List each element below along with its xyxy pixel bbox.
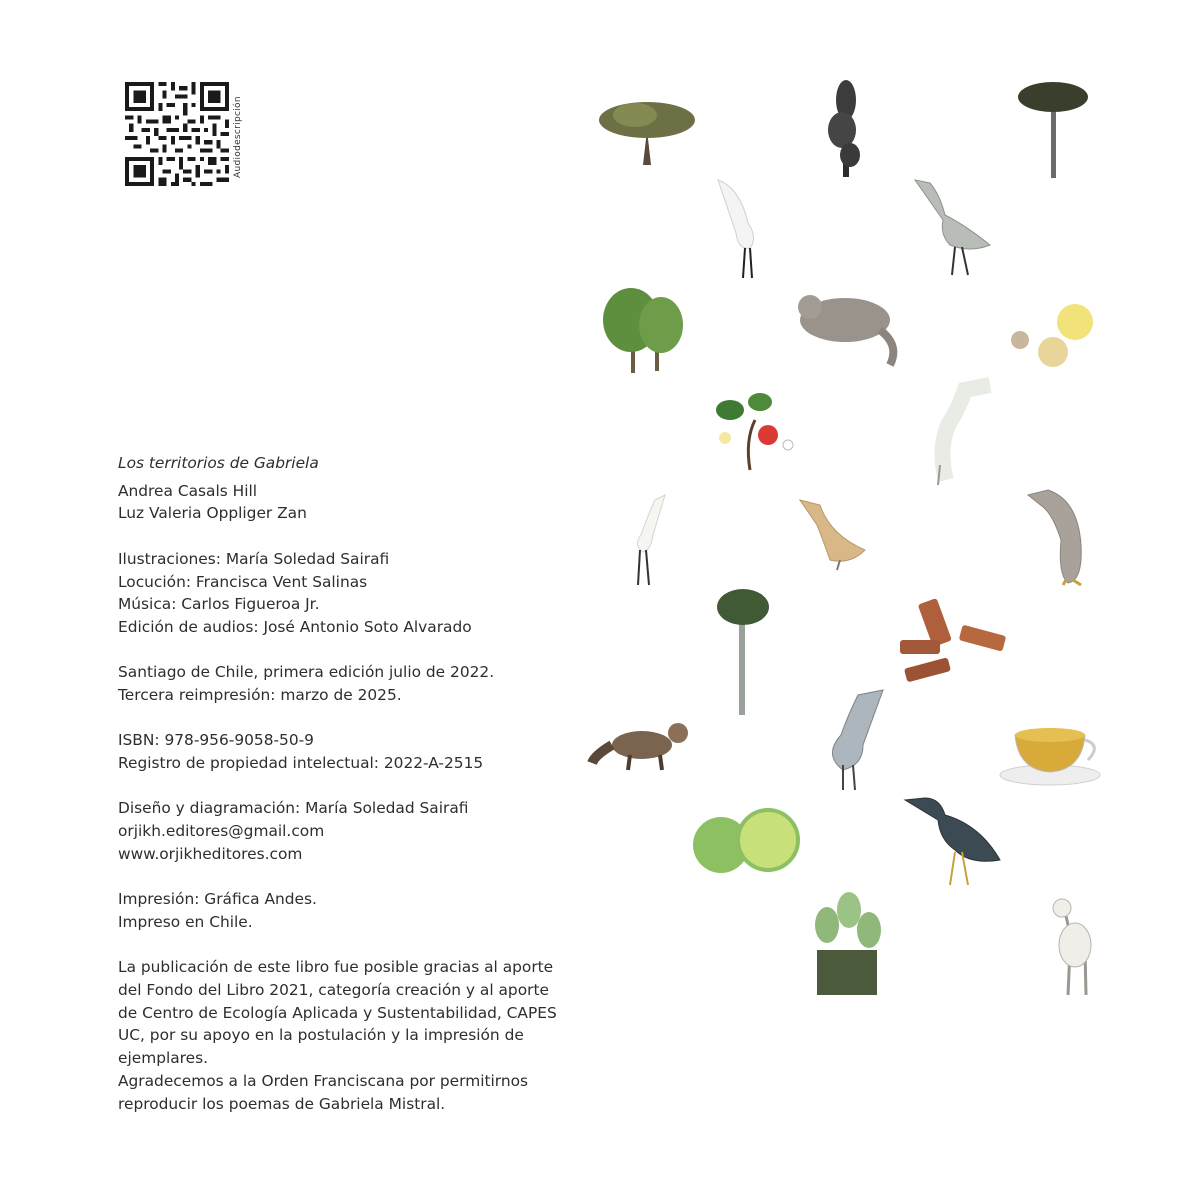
strawberry-plant-icon [716,393,793,470]
shrub-icon [603,288,683,373]
white-egret-icon [718,180,754,278]
ip-registry: Registro de propiedad intelectual: 2022-A-2515 [118,754,484,773]
colophon [118,452,568,1115]
araucaria-icon [1018,82,1088,178]
audio-editing-credit: Edición de audios: José Antonio Soto Alvarado [118,617,472,636]
design-credit: Diseño y diagramación: María Soledad Sairafi [118,799,469,818]
isbn: ISBN: 978-956-9058-50-9 [118,731,314,750]
email-link[interactable]: orjikh.editores@gmail.com [118,822,325,841]
author-2: Luz Valeria Oppliger Zan [118,504,307,523]
lime-fruit-icon [693,810,798,873]
bark-pieces-icon [900,598,1006,682]
acknowledgment-line: del Fondo del Libro 2021, categoría creación y al aporte [118,981,549,1000]
qr-code-icon[interactable] [125,82,229,186]
print-country: Impreso en Chile. [118,912,253,931]
illustrations-credit: Ilustraciones: María Soledad Sairafi [118,549,390,568]
tea-cup-icon [1000,728,1100,785]
cactus-icon [815,892,881,995]
acknowledgment-line: Agradecemos a la Orden Franciscana por permitirnos [118,1071,529,1090]
reprint: Tercera reimpresión: marzo de 2025. [118,686,402,704]
author-1: Andrea Casals Hill [118,481,258,500]
bittern-icon [800,500,865,570]
acknowledgment-line: de Centro de Ecología Aplicada y Sustentabilidad, CAPES [118,1003,557,1022]
black-crowned-night-heron-icon [905,798,1000,885]
pine-tree-icon [828,80,860,177]
goat-icon [1053,899,1091,995]
audio-description-label: Audiodescripción [233,96,243,178]
book-title: Los territorios de Gabriela [118,454,319,472]
first-edition: Santiago de Chile, primera edición julio de 2022. [118,663,495,682]
illustrations-panel [585,60,1125,1010]
small-egret-icon [637,495,665,585]
acknowledgment-line: La publicación de este libro fue posible gracias al aporte [118,958,554,977]
acknowledgment-line: ejemplares. [118,1049,209,1068]
printer: Impresión: Gráfica Andes. [118,890,317,909]
acknowledgment-line: UC, por su apoyo en la postulación y la impresión de [118,1026,524,1045]
fruit-icon [1011,304,1093,367]
music-credit: Música: Carlos Figueroa Jr. [118,595,320,614]
narration-credit: Locución: Francisca Vent Salinas [118,572,368,591]
egret-icon [938,385,990,485]
tree-icon [599,102,695,165]
palm-tree-icon [717,589,769,715]
heron-icon [832,690,883,790]
chinchilla-icon [798,295,893,365]
night-heron-icon [1028,490,1081,585]
acknowledgment-line: reproducir los poemas de Gabriela Mistral. [118,1094,446,1113]
fox-icon [592,723,688,770]
grey-heron-icon [915,180,990,275]
website-link[interactable]: www.orjikheditores.com [118,844,303,863]
